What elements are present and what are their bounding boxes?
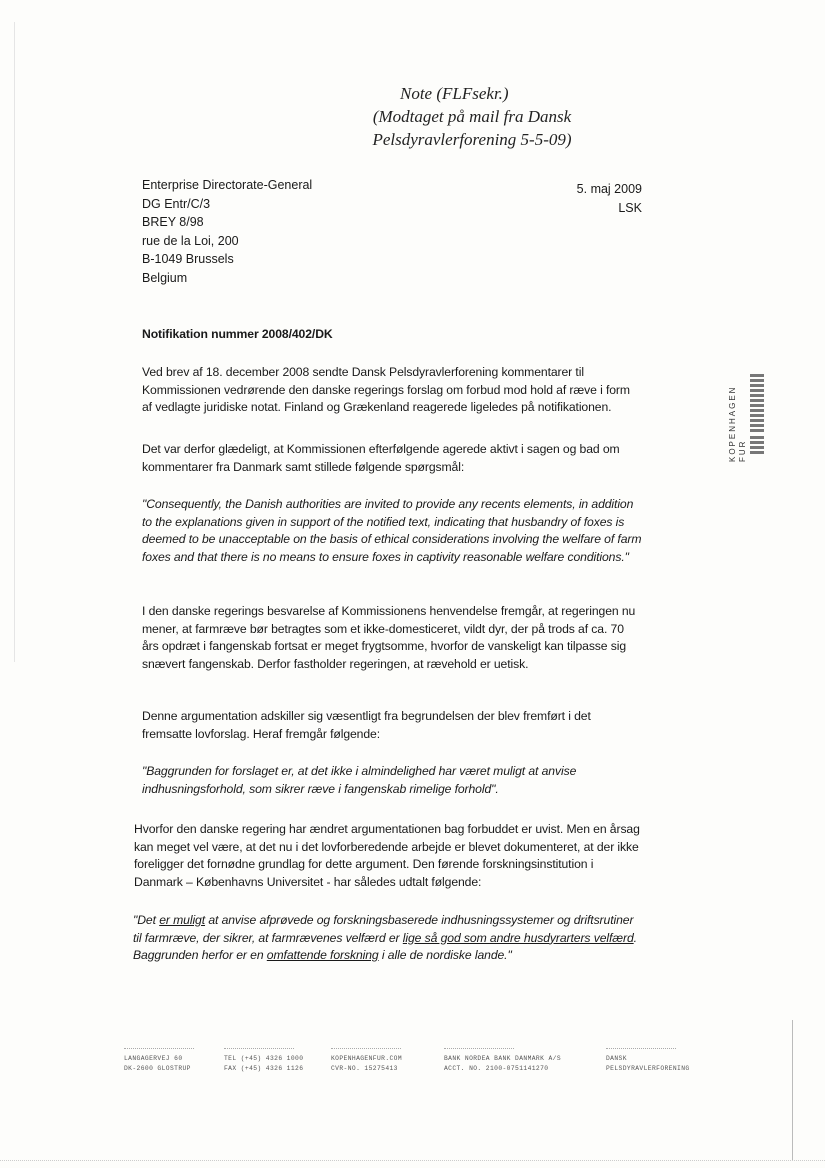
paragraph: Det var derfor glædeligt, at Kommissionen efterfølgende agerede aktivt i sagen og bad om kommentarer fra Danmark samt stillede følgende spørgsmål: [142,442,620,474]
handwritten-note-line: Note (FLFsekr.) [400,84,509,103]
underlined-text: er muligt [159,913,206,927]
quote [133,912,643,965]
footer-text: LANGAGERVEJ 60 [124,1055,183,1062]
footer-text: PELSDYRAVLERFORENING [606,1065,690,1072]
footer-text: ACCT. NO. 2100-0751141270 [444,1065,549,1072]
footer [0,1048,825,1088]
scan-edge-line [792,1020,793,1160]
underlined-text: omfattende forskning [266,948,379,962]
scan-edge-line [14,22,15,662]
quote-text: . Baggrunden herfor er en [133,930,637,962]
quote-text: at anvise afprøvede og forskningsbaserede indhusningssystemer og driftsrutiner til farmræve, der sikrer, at farmrævenes velfærd er [133,913,634,945]
footer-text: DANSK [606,1055,627,1062]
author-initials: LSK [618,200,642,215]
footer-web [331,1048,402,1074]
quote-text: "Det [133,913,160,927]
footer-text: TEL (+45) 4326 1000 [224,1055,304,1062]
quote: "Consequently, the Danish authorities are invited to provide any recents elements, in addition to the explanations given in support of the notified text, indicating that husbandry of foxes is deemed to be unacceptable on the basis of ethical considerations involving the welfare of farm foxes and that there is no means to ensure foxes in captivity reasonable welfare conditions." [142,497,642,564]
footer-text: FAX (+45) 4326 1126 [224,1065,304,1072]
address-line: Enterprise Directorate-General [142,178,313,192]
address-line: rue de la Loi, 200 [142,233,239,248]
letter-date: 5. maj 2009 [576,182,642,196]
handwritten-note-line: Pelsdyravlerforening 5-5-09) [372,130,572,149]
handwritten-note-line: (Modtaget på mail fra Dansk [372,107,572,126]
address-line: DG Entr/C/3 [142,196,211,211]
underlined-text: lige så god som andre husdyrarters velfærd [402,930,634,945]
logo-text-kopenhagen: KOPENHAGEN [728,385,737,462]
kopenhagen-fur-logo [726,366,770,466]
footer-text: CVR-NO. 15275413 [331,1065,398,1072]
address-line: B-1049 Brussels [142,252,234,266]
scan-edge-dots [0,1160,825,1161]
subject-line: Notifikation nummer 2008/402/DK [142,327,333,341]
handwritten-note [352,82,592,151]
footer-text: BANK NORDEA BANK DANMARK A/S [444,1055,562,1062]
address-line: BREY 8/98 [142,215,204,229]
footer-bank [444,1048,561,1074]
recipient-address [142,176,312,287]
date-block [577,180,642,217]
logo-text-fur: FUR [738,439,747,462]
footer-phone [224,1048,303,1074]
footer-text: KOPENHAGENFUR.COM [331,1055,403,1062]
address-line: Belgium [142,270,188,285]
footer-org [606,1048,690,1074]
paragraph: Ved brev af 18. december 2008 sendte Dansk Pelsdyravlerforening kommentarer til Kommissionen vedrørende den danske regerings forslag om forbud mod hold af ræve i form af vedlagte juridiske notat. Finland og Grækenland reagerede ligeledes på notifikationen. [142,365,630,414]
quote-text: i alle de nordiske lande." [378,948,512,962]
footer-address [124,1048,194,1074]
logo-pattern [750,374,764,454]
paragraph: Denne argumentation adskiller sig væsentligt fra begrundelsen der blev fremført i det fremsatte lovforslag. Heraf fremgår følgende: [142,709,591,741]
quote: "Baggrunden for forslaget er, at det ikke i almindelighed har været muligt at anvise indhusningsforhold, som sikrer ræve i fangenskab rimelige forhold". [142,764,577,796]
footer-text: DK-2600 GLOSTRUP [124,1065,191,1072]
paragraph: Hvorfor den danske regering har ændret argumentationen bag forbuddet er uvist. Men en årsag kan meget vel være, at det nu i det lovforberedende arbejde er blevet dokumenteret, at der ikke foreligger det fornødne grundlag for dette argument. Den førende forskningsinstitution i Danmark – Københavns Universitet - har således udtalt følgende: [134,822,640,889]
paragraph: I den danske regerings besvarelse af Kommissionens henvendelse fremgår, at regeringen nu mener, at farmræve bør betragtes som et ikke-domesticeret, vildt dyr, der på trods af ca. 70 års opdræt i fangenskab fortsat er meget frygtsomme, hvorfor de vanskeligt kan tilpasse sig snævert fangenskab. Derfor fastholder regeringen, at rævehold er uetisk. [142,604,636,671]
